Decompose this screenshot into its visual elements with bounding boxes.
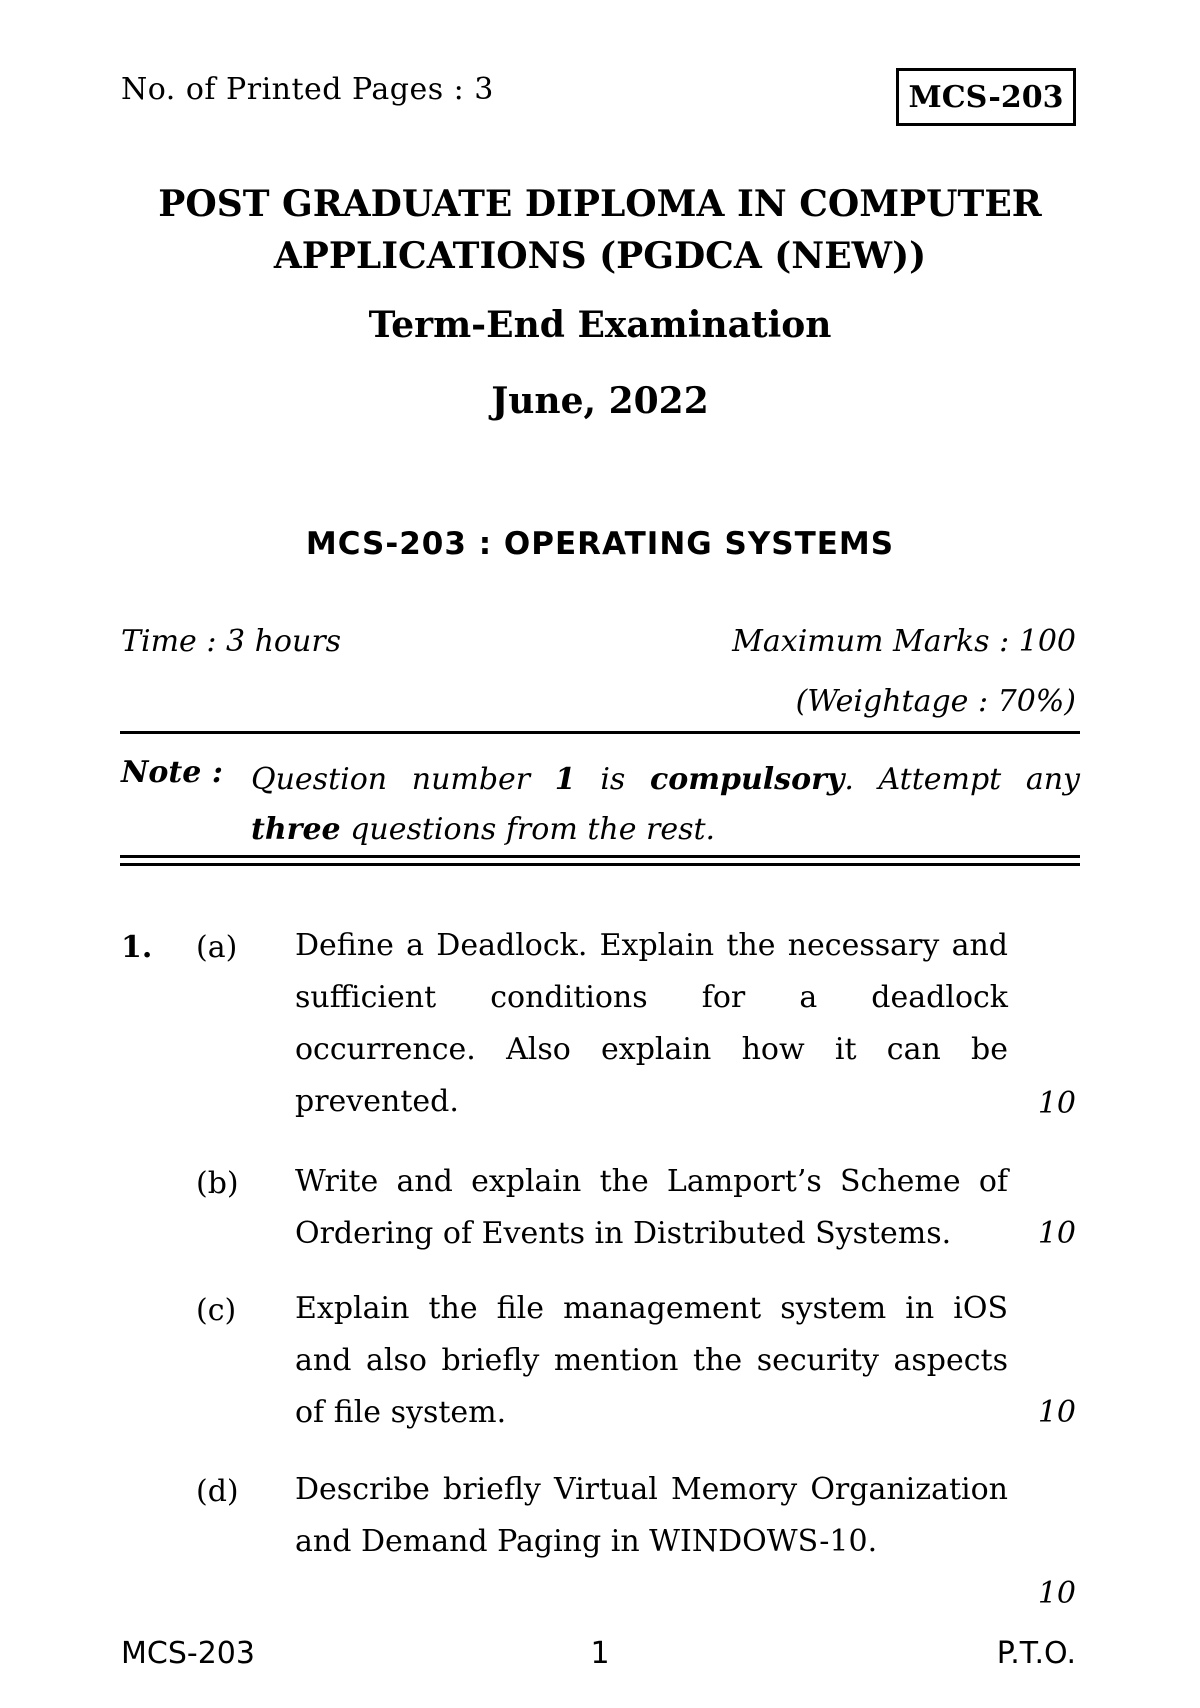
exam-date: June, 2022	[491, 380, 709, 422]
divider-top	[120, 731, 1080, 734]
part-marks-a: 10	[1037, 1086, 1076, 1121]
part-text-d: Describe briefly Virtual Memory Organization and Demand Paging in WINDOWS-10.	[295, 1472, 1008, 1559]
part-text-c: Explain the file management system in iOS and also briefly mention the security aspects of file system.	[295, 1291, 1008, 1430]
maximum-marks: Maximum Marks : 100	[732, 624, 1076, 659]
footer-course-code: MCS-203	[121, 1636, 255, 1671]
note-label: Note :	[121, 755, 223, 790]
divider-double-2	[120, 863, 1080, 866]
part-text-b: Write and explain the Lamport’s Scheme of Ordering of Events in Distributed Systems.	[295, 1164, 1008, 1251]
programme-title-line2: APPLICATIONS (PGDCA (NEW))	[273, 235, 927, 277]
course-code: MCS-203	[908, 79, 1064, 115]
part-letter-d: (d)	[196, 1474, 239, 1509]
exam-type: Term-End Examination	[368, 304, 832, 346]
note-text	[251, 755, 1080, 855]
part-marks-b: 10	[1037, 1216, 1076, 1251]
programme-title	[0, 178, 1200, 282]
part-letter-b: (b)	[196, 1166, 239, 1201]
exam-time: Time : 3 hours	[121, 624, 342, 659]
part-marks-c: 10	[1037, 1395, 1076, 1430]
note-part4: questions from the rest.	[340, 812, 716, 847]
note-part3: . Attempt any	[844, 762, 1081, 797]
course-title: MCS-203 : OPERATING SYSTEMS	[305, 526, 895, 562]
note-part2: is	[575, 762, 650, 797]
note-compulsory: compulsory	[649, 762, 845, 797]
divider-double-1	[120, 855, 1080, 858]
programme-title-line1: POST GRADUATE DIPLOMA IN COMPUTER	[158, 183, 1042, 225]
part-letter-a: (a)	[196, 930, 238, 965]
footer-page-number: 1	[590, 1636, 610, 1671]
weightage: (Weightage : 70%)	[795, 684, 1076, 719]
question-number: 1.	[121, 930, 153, 965]
printed-pages-count: No. of Printed Pages : 3	[121, 72, 494, 107]
course-code-box	[896, 68, 1076, 126]
part-marks-d: 10	[1037, 1576, 1076, 1611]
part-letter-c: (c)	[196, 1293, 237, 1328]
note-question-number: 1	[554, 762, 576, 797]
note-part1: Question number	[251, 762, 555, 797]
part-text-a: Define a Deadlock. Explain the necessary and sufficient conditions for a deadlock occurrence. Also explain how it can be prevented.	[295, 928, 1008, 1119]
note-three: three	[251, 812, 341, 847]
footer-pto: P.T.O.	[996, 1636, 1076, 1671]
